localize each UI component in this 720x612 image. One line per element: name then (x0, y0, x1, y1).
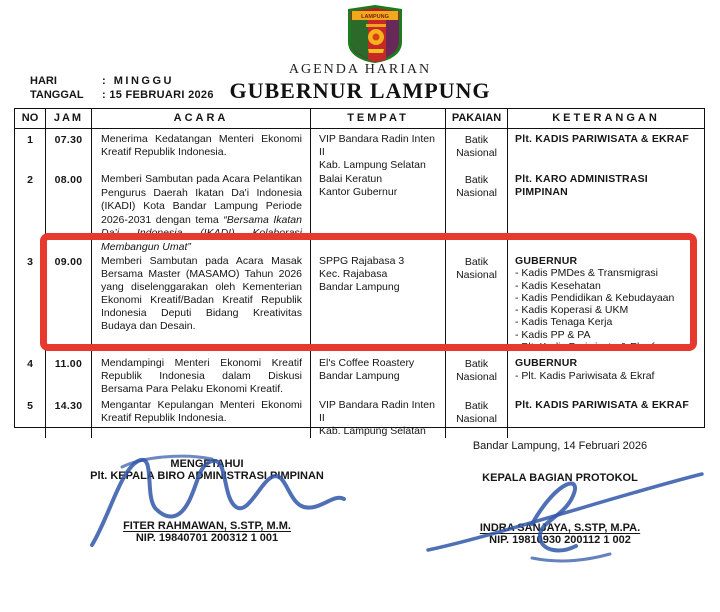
cell-tempat-1 (311, 129, 446, 169)
right-signer-nip: NIP. 19810930 200112 1 002 (489, 534, 631, 546)
lampung-crest-graphic (338, 4, 412, 64)
mengetahui-label: MENGETAHUI (170, 458, 244, 470)
crest-label: LAMPUNG (361, 14, 389, 20)
hari-label: HARI (30, 75, 57, 87)
keterangan-item: - Kadis Kesehatan (515, 279, 601, 292)
col-header-tempat: TEMPAT (311, 109, 446, 129)
cell-keterangan-4 (508, 353, 704, 395)
col-header-jam: JAM (46, 109, 92, 129)
right-signature-space (420, 484, 700, 522)
pakaian-line: Batik (464, 256, 489, 268)
meta-hari (30, 74, 214, 88)
col-header-pakaian: PAKAIAN (446, 109, 508, 129)
highlight-box (40, 233, 697, 351)
cell-pakaian-1 (446, 129, 508, 169)
tempat-line: VIP Bandara Radin Inten II (319, 133, 435, 158)
keterangan-item-obscured: - Plt. Kadis Pariwisata & Ekraf (515, 341, 655, 354)
acara-text: Memberi Sambutan pada Acara Pelantikan Pengurus Daerah Ikatan Da'i Indonesia (IKADI) Kota Bandar Lampung Periode 2026-2031 dengan tema (101, 173, 302, 226)
cell-no-3: 3 (15, 251, 46, 353)
tempat-line: Kab. Lampung Selatan (319, 159, 426, 171)
right-signer-name: INDRA SANJAYA, S.STP, M.PA. (479, 522, 641, 534)
cell-tempat-4 (311, 353, 446, 395)
keterangan-bold: Plt. KADIS PARIWISATA & EKRAF (515, 399, 689, 411)
pakaian-line: Nasional (456, 269, 497, 281)
pakaian-line: Batik (464, 358, 489, 370)
cell-jam-3: 09.00 (46, 251, 92, 353)
keterangan-item: - Kadis Pendidikan & Kebudayaan (515, 291, 675, 304)
cell-keterangan-1 (508, 129, 704, 169)
cell-jam-5: 14.30 (46, 395, 92, 438)
tempat-line: Balai Keratun (319, 173, 383, 185)
cell-pakaian-4 (446, 353, 508, 395)
tanggal-label: TANGGAL (30, 89, 84, 101)
pakaian-line: Nasional (456, 187, 497, 199)
cell-no-4: 4 (15, 353, 46, 395)
cell-acara-4: Mendampingi Menteri Ekonomi Kreatif Republik Indonesia dalam Diskusi Bersama Para Pelaku Ekonomi Kreatif. (92, 353, 311, 395)
keterangan-bold: Plt. KARO ADMINISTRASI PIMPINAN (515, 173, 648, 198)
pakaian-line: Nasional (456, 371, 497, 383)
cell-no-2: 2 (15, 169, 46, 251)
tempat-line: Kab. Lampung Selatan (319, 425, 426, 437)
keterangan-item: - Kadis PMDes & Transmigrasi (515, 267, 658, 280)
keterangan-item: - Plt. Kadis Pariwisata & Ekraf (515, 370, 655, 382)
tempat-line: El's Coffee Roastery (319, 357, 415, 369)
cell-no-5: 5 (15, 395, 46, 438)
page-title: GUBERNUR LAMPUNG (229, 78, 491, 103)
meta-tanggal (30, 88, 214, 102)
cell-no-1: 1 (15, 129, 46, 169)
cell-acara-1: Menerima Kedatangan Menteri Ekonomi Kreatif Republik Indonesia. (92, 129, 311, 169)
tempat-line: Bandar Lampung (319, 281, 400, 293)
cell-jam-4: 11.00 (46, 353, 92, 395)
keterangan-item: - Kadis PP & PA (515, 328, 591, 341)
cell-keterangan-5 (508, 395, 704, 438)
col-header-acara: ACARA (92, 109, 311, 129)
left-signature-space (40, 482, 374, 520)
keterangan-item: - Kadis Koperasi & UKM (515, 304, 629, 317)
pakaian-line: Batik (464, 400, 489, 412)
tanggal-value: : 15 FEBRUARI 2026 (102, 89, 214, 101)
left-signer-nip: NIP. 19840701 200312 1 001 (135, 532, 279, 544)
keterangan-bold: GUBERNUR (515, 255, 578, 267)
signature-block-right (420, 472, 700, 546)
cell-jam-2: 08.00 (46, 169, 92, 251)
keterangan-item: - Kadis Tenaga Kerja (515, 316, 613, 329)
tempat-line: VIP Bandara Radin Inten II (319, 399, 435, 424)
tempat-line: Bandar Lampung (319, 370, 400, 382)
keterangan-bold: Plt. KADIS PARIWISATA & EKRAF (515, 133, 689, 145)
agenda-subtitle: AGENDA HARIAN (288, 62, 432, 77)
pakaian-line: Batik (464, 134, 489, 146)
pakaian-line: Nasional (456, 147, 497, 159)
keterangan-bold: GUBERNUR (515, 357, 578, 369)
footer-date: Bandar Lampung, 14 Februari 2026 (472, 440, 648, 452)
left-signer-title: Plt. KEPALA BIRO ADMINISTRASI PIMPINAN (90, 470, 324, 482)
cell-tempat-5 (311, 395, 446, 438)
cell-acara-5: Mengantar Kepulangan Menteri Ekonomi Kreatif Republik Indonesia. (92, 395, 311, 438)
tempat-line: Kantor Gubernur (319, 186, 398, 198)
pakaian-line: Batik (464, 174, 489, 186)
meta-block (30, 74, 214, 102)
acara-theme-italic: “Bersama Ikatan Da’i Indonesia (IKADI) Kolaborasi Membangun Umat” (101, 213, 302, 253)
pakaian-line: Nasional (456, 413, 497, 425)
cell-jam-1: 07.30 (46, 129, 92, 169)
cell-pakaian-5 (446, 395, 508, 438)
col-header-keterangan: KETERANGAN (508, 109, 704, 129)
hari-value: : MINGGU (102, 75, 174, 87)
lampung-crest (338, 4, 412, 64)
tempat-line: SPPG Rajabasa 3 (319, 255, 405, 267)
right-signer-title: KEPALA BAGIAN PROTOKOL (482, 472, 638, 484)
tempat-line: Kec. Rajabasa (319, 268, 388, 280)
col-header-no: NO (15, 109, 46, 129)
signature-block-left (40, 458, 374, 544)
left-signer-name: FITER RAHMAWAN, S.STP, M.M. (123, 520, 291, 532)
cell-acara-3: Memberi Sambutan pada Acara Masak Bersama Master (MASAMO) Tahun 2026 yang diselenggarakan oleh Kementerian Ekonomi Kreatif/Badan Kreatif Republik Indonesia Deputi Bidang Kreativitas Budaya dan Desain. (92, 251, 311, 353)
